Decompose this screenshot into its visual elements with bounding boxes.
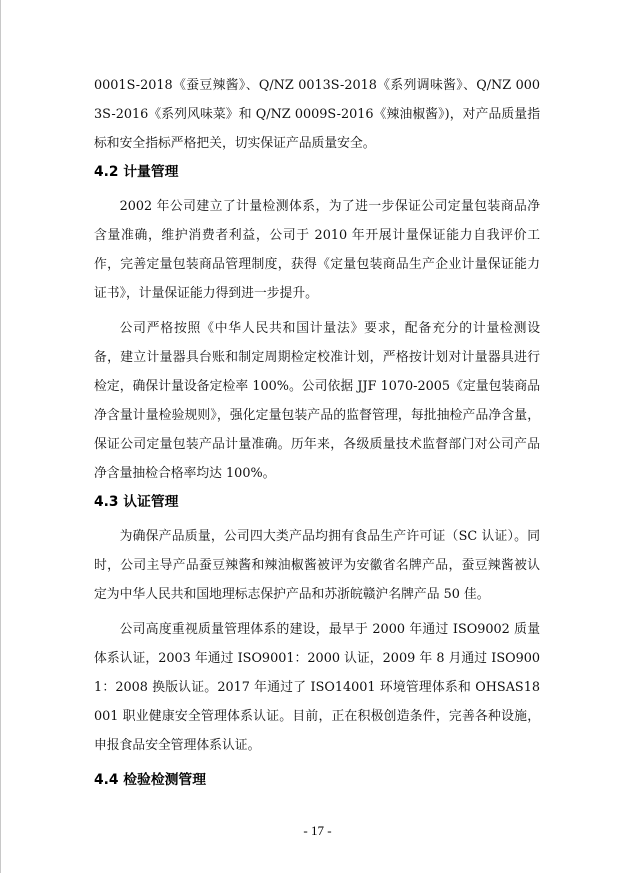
- heading-4-2-metrology: 4.2 计量管理: [94, 164, 179, 180]
- paragraph-metrology-1: 2002 年公司建立了计量检测体系，为了进一步保证公司定量包装商品净含量准确，维护消费者利益，公司于 2010 年开展计量保证能力自我评价工作，完善定量包装商品管理制度，获得《定量包装商品生产企业计量保证能力证书》，计量保证能力得到进一步提升。: [94, 199, 540, 301]
- document-body: [94, 71, 540, 794]
- paragraph-certification-2: 公司高度重视质量管理体系的建设，最早于 2000 年通过 ISO9002 质量体系认证，2003 年通过 ISO9001：2000 认证，2009 年 8 月通过 ISO9001：2008 换版认证。2017 年通过了 ISO14001 环境管理体系和 OHSAS18001 职业健康安全管理体系认证。目前，正在积极创造条件，完善各种设施，申报食品安全管理体系认证。: [94, 622, 540, 753]
- page-edge-line: [0, 0, 1, 873]
- paragraph-metrology-2: 公司严格按照《中华人民共和国计量法》要求，配备充分的计量检测设备，建立计量器具台账和制定周期检定校准计划，严格按计划对计量器具进行检定，确保计量设备定检率 100%。公司依据 JJF 1070-2005《定量包装商品净含量计量检验规则》，强化定量包装产品的监督管理，每批抽检产品净含量，保证公司定量包装产品计量准确。历年来，各级质量技术监督部门对公司产品净含量抽检合格率均达 100%。: [94, 321, 540, 481]
- heading-4-3-certification: 4.3 认证管理: [94, 494, 179, 510]
- paragraph-standards-continuation: 0001S-2018《蚕豆辣酱》、Q/NZ 0013S-2018《系列调味酱》、Q/NZ 0003S-2016《系列风味菜》和 Q/NZ 0009S-2016《辣油椒酱》)，对产品质量指标和安全指标严格把关，切实保证产品质量安全。: [94, 78, 540, 151]
- heading-4-4-inspection: 4.4 检验检测管理: [94, 772, 207, 788]
- page-number: - 17 -: [303, 823, 332, 838]
- paragraph-certification-1: 为确保产品质量，公司四大类产品均拥有食品生产许可证（SC 认证）。同时，公司主导产品蚕豆辣酱和辣油椒酱被评为安徽省名牌产品，蚕豆辣酱被认定为中华人民共和国地理标志保护产品和苏浙皖赣沪名牌产品 50 佳。: [94, 529, 540, 602]
